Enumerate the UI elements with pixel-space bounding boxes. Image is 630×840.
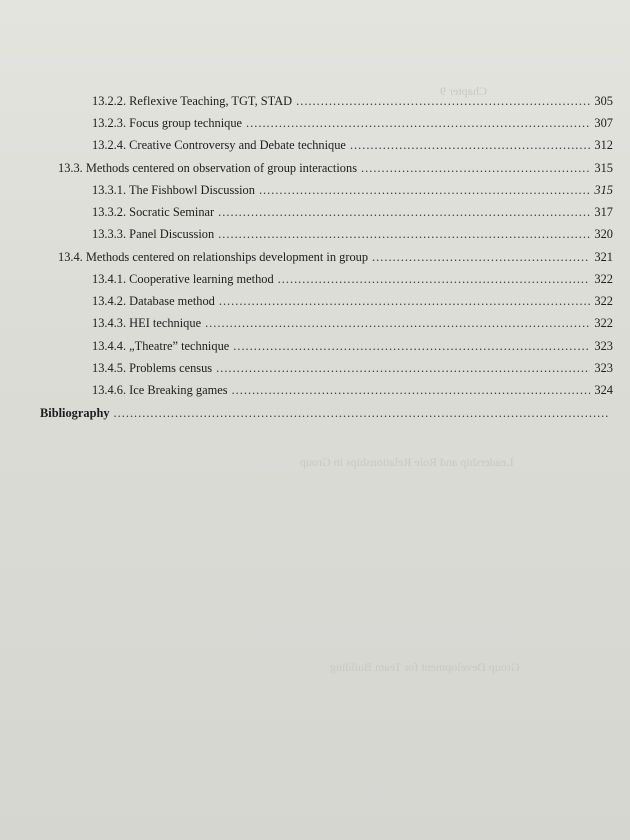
toc-entry-page: 305 — [594, 94, 613, 108]
toc-entry-page: 324 — [594, 383, 613, 397]
toc-entry[interactable] — [92, 316, 613, 331]
leader-dots — [114, 406, 609, 421]
toc-entry-title: 13.3.3. Panel Discussion — [92, 227, 215, 241]
toc-entry-page: 307 — [594, 116, 613, 130]
toc-entry-title: 13.4.3. HEI technique — [92, 316, 202, 330]
leader-dots — [233, 339, 590, 354]
toc-entry-title: 13.3.2. Socratic Seminar — [92, 205, 215, 219]
toc-entry[interactable] — [92, 94, 613, 109]
toc-section[interactable] — [58, 161, 613, 176]
leader-dots — [372, 250, 590, 265]
toc-chapter-bibliography[interactable] — [40, 406, 613, 421]
toc-section-title: 13.3. Methods centered on observation of group interactions — [58, 161, 358, 175]
toc-section-page: 321 — [594, 250, 613, 264]
toc-entry-title: 13.4.6. Ice Breaking games — [92, 383, 228, 397]
toc-entry[interactable] — [92, 116, 613, 131]
toc-entry-title: 13.4.4. „Theatre” technique — [92, 339, 230, 353]
toc-section-page: 315 — [594, 161, 613, 175]
toc-entry-page: 322 — [594, 316, 613, 330]
toc-entry-title: 13.4.5. Problems census — [92, 361, 213, 375]
leader-dots — [361, 161, 590, 176]
leader-dots — [259, 183, 590, 198]
toc-entry-title: 13.4.2. Database method — [92, 294, 215, 308]
toc-entry-page: 322 — [594, 272, 613, 286]
leader-dots — [246, 116, 590, 131]
toc-entry[interactable] — [92, 272, 613, 287]
toc-entry-page: 312 — [594, 138, 613, 152]
leader-dots — [350, 138, 590, 153]
toc-entry-page: 315 — [594, 183, 613, 197]
toc-entry-title: 13.2.3. Focus group technique — [92, 116, 243, 130]
toc-entry-page: 323 — [594, 361, 613, 375]
leader-dots — [278, 272, 591, 287]
leader-dots — [218, 227, 590, 242]
toc-entry[interactable] — [92, 361, 613, 376]
leader-dots — [216, 361, 590, 376]
show-through-text: Leadership and Role Relationships in Group — [300, 455, 514, 469]
toc-entry-title: 13.4.1. Cooperative learning method — [92, 272, 274, 286]
toc-chapter-title: Bibliography — [40, 406, 110, 420]
toc-entry[interactable] — [92, 227, 613, 242]
toc-entry-title: 13.2.4. Creative Controversy and Debate technique — [92, 138, 346, 152]
toc-entry[interactable] — [92, 339, 613, 354]
toc-entry[interactable] — [92, 205, 613, 220]
toc-entry[interactable] — [92, 383, 613, 398]
toc-entry-page: 317 — [594, 205, 613, 219]
toc-entry[interactable] — [92, 138, 613, 153]
leader-dots — [205, 316, 590, 331]
show-through-text: Chapter 9 — [440, 84, 487, 98]
toc-section-title: 13.4. Methods centered on relationships development in group — [58, 250, 369, 264]
leader-dots — [218, 205, 590, 220]
leader-dots — [296, 94, 590, 109]
toc-entry-page: 320 — [594, 227, 613, 241]
toc-entry-title: 13.3.1. The Fishbowl Discussion — [92, 183, 255, 197]
toc-entry-page: 323 — [594, 339, 613, 353]
leader-dots — [232, 383, 591, 398]
toc-section[interactable] — [58, 250, 613, 265]
toc-entry[interactable] — [92, 294, 613, 309]
leader-dots — [219, 294, 591, 309]
show-through-text: Group Development for Team Building — [330, 660, 520, 674]
toc-entry[interactable] — [92, 183, 613, 198]
toc-entry-page: 322 — [594, 294, 613, 308]
toc-entry-title: 13.2.2. Reflexive Teaching, TGT, STAD — [92, 94, 293, 108]
